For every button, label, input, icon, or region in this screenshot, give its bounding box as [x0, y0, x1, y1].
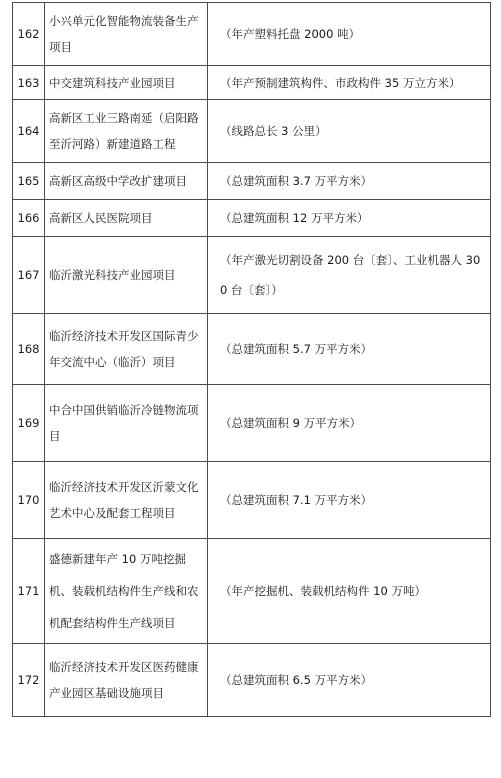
row-number: 169	[13, 385, 45, 462]
project-scale: （总建筑面积 3.7 万平方米）	[208, 163, 491, 200]
project-table	[12, 2, 491, 717]
row-number: 163	[13, 66, 45, 100]
project-name: 高新区工业三路南延（启阳路至沂河路）新建道路工程	[45, 100, 208, 163]
table-row	[13, 237, 491, 314]
project-scale: （总建筑面积 12 万平方米）	[208, 200, 491, 237]
table-row	[13, 100, 491, 163]
table-row	[13, 314, 491, 385]
project-scale: （年产塑料托盘 2000 吨）	[208, 3, 491, 66]
row-number: 167	[13, 237, 45, 314]
row-number: 172	[13, 644, 45, 717]
project-scale: （线路总长 3 公里）	[208, 100, 491, 163]
project-scale: （年产预制建筑构件、市政构件 35 万立方米）	[208, 66, 491, 100]
row-number: 170	[13, 462, 45, 539]
project-name: 临沂激光科技产业园项目	[45, 237, 208, 314]
project-scale: （总建筑面积 7.1 万平方米）	[208, 462, 491, 539]
row-number: 162	[13, 3, 45, 66]
project-name: 高新区人民医院项目	[45, 200, 208, 237]
project-name: 小兴单元化智能物流装备生产项目	[45, 3, 208, 66]
table-row	[13, 539, 491, 644]
row-number: 171	[13, 539, 45, 644]
project-name: 临沂经济技术开发区医药健康产业园区基础设施项目	[45, 644, 208, 717]
project-scale: （总建筑面积 5.7 万平方米）	[208, 314, 491, 385]
row-number: 168	[13, 314, 45, 385]
project-name: 临沂经济技术开发区国际青少年交流中心（临沂）项目	[45, 314, 208, 385]
row-number: 164	[13, 100, 45, 163]
table-row	[13, 462, 491, 539]
project-scale: （年产激光切割设备 200 台〔套〕、工业机器人 300 台〔套〕）	[208, 237, 491, 314]
table-row	[13, 66, 491, 100]
table-row	[13, 644, 491, 717]
table-row	[13, 3, 491, 66]
project-name: 中交建筑科技产业园项目	[45, 66, 208, 100]
project-scale: （总建筑面积 6.5 万平方米）	[208, 644, 491, 717]
project-scale: （年产挖掘机、装载机结构件 10 万吨）	[208, 539, 491, 644]
project-name: 中合中国供销临沂冷链物流项目	[45, 385, 208, 462]
row-number: 166	[13, 200, 45, 237]
table-row	[13, 163, 491, 200]
table-row	[13, 385, 491, 462]
table-row	[13, 200, 491, 237]
project-scale: （总建筑面积 9 万平方米）	[208, 385, 491, 462]
project-name: 临沂经济技术开发区沂蒙文化艺术中心及配套工程项目	[45, 462, 208, 539]
project-list-document	[12, 2, 490, 717]
project-name: 盛德新建年产 10 万吨挖掘机、装载机结构件生产线和农机配套结构件生产线项目	[45, 539, 208, 644]
project-name: 高新区高级中学改扩建项目	[45, 163, 208, 200]
row-number: 165	[13, 163, 45, 200]
